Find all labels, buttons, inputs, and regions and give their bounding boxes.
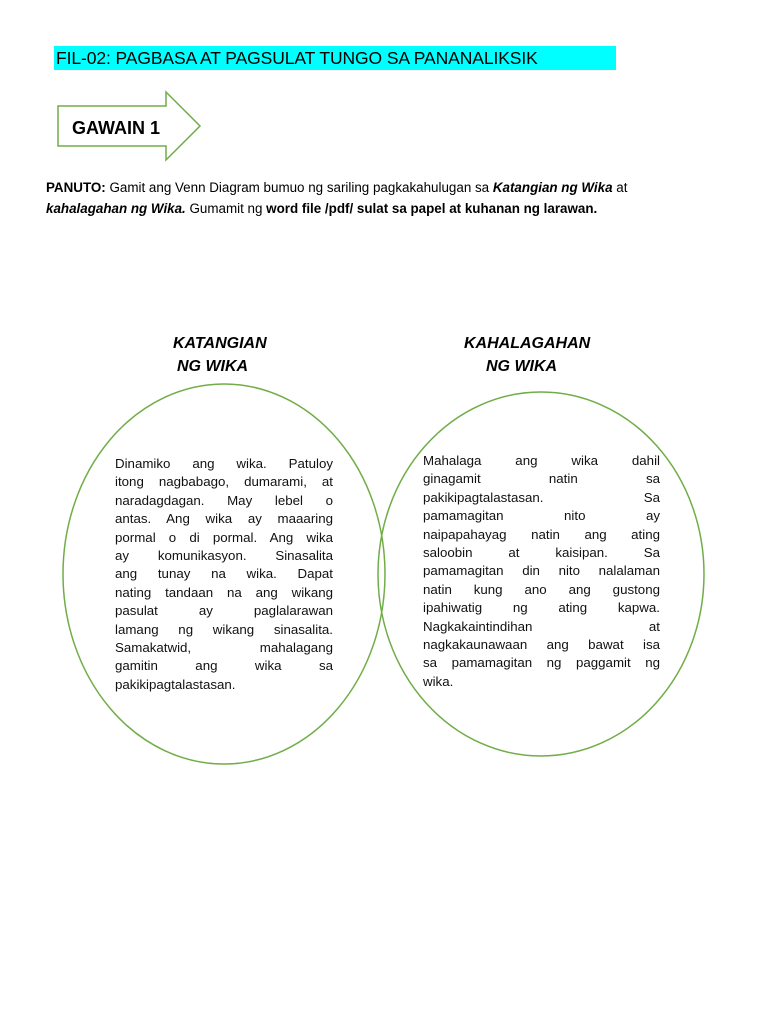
left-text-line: ay komunikasyon. Sinasalita [115,548,333,564]
right-text-line: natin kung ano ang gustong [423,581,660,597]
instructions-bold-1: word file /pdf/ sulat sa papel at kuhanan ng larawan. [266,201,598,216]
left-heading-line-1: KATANGIAN [173,335,267,352]
left-circle-text [115,455,333,694]
right-text-line: pamamagitan nito ay [423,508,660,524]
right-circle-text [423,452,660,691]
instructions-label: PANUTO: [46,180,106,195]
left-text-line: naradagdagan. May lebel o [115,492,333,508]
right-text-line: ginagamit natin sa [423,471,660,487]
left-text-line: pormal o di pormal. Ang wika [115,529,333,545]
left-text-line: Dinamiko ang wika. Patuloy [115,456,333,471]
left-text-line: itong nagbabago, dumarami, at [115,474,333,490]
instructions-text-1: Gamit ang Venn Diagram bumuo ng sariling pagkakahulugan sa [105,180,493,195]
right-text-line: nagkakaunawaan ang bawat isa [423,637,660,653]
activity-label: GAWAIN 1 [72,118,161,138]
instructions-emphasis-1: Katangian ng Wika [492,180,613,195]
left-text-line: nating tandaan na ang wikang [115,584,333,600]
left-heading-line-2: NG WIKA [177,358,249,375]
right-text-line: naipapahayag natin ang ating [423,526,660,542]
left-text-line: pakikipagtalastasan. [115,676,236,692]
right-text-line: pakikipagtalastasan. Sa [423,489,660,505]
left-text-line: pasulat ay paglalarawan [115,603,333,619]
right-text-line: Mahalaga ang wika dahil [423,453,660,468]
left-text-line: ang tunay na wika. Dapat [115,566,333,582]
instructions-text-2: at [612,180,628,195]
document-title: FIL-02: PAGBASA AT PAGSULAT TUNGO SA PANANALIKSIK [54,46,616,70]
instructions-emphasis-2: kahalagahan ng Wika. [46,201,186,216]
right-text-line: pamamagitan din nito nalalaman [423,563,660,579]
right-text-line: Nagkakaintindihan at [423,618,660,634]
right-text-line: ipahiwatig ng ating kapwa. [423,600,660,616]
right-text-line: wika. [423,673,454,689]
right-text-line: sa pamamagitan ng paggamit ng [423,655,660,671]
right-heading-line-2: NG WIKA [486,358,558,375]
instructions-text-3: Gumamit ng [185,201,267,216]
left-text-line: antas. Ang wika ay maaaring [115,511,333,527]
left-text-line: lamang ng wikang sinasalita. [115,621,333,637]
left-text-line: Samakatwid, mahalagang [115,640,333,656]
right-heading-line-1: KAHALAGAHAN [464,335,591,352]
left-text-line: gamitin ang wika sa [115,658,333,674]
right-text-line: saloobin at kaisipan. Sa [423,545,660,561]
